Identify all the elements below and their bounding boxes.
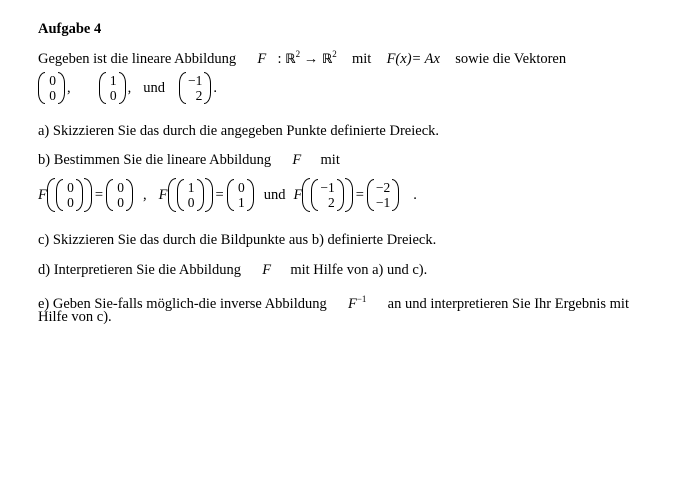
eq3-output-vector: −2 −1	[367, 179, 399, 211]
eq2-outer-paren	[168, 178, 213, 212]
eq3-outer-paren	[302, 178, 352, 212]
mit-word: mit	[351, 51, 372, 67]
domain-symbol: ℝ	[285, 52, 296, 67]
part-c: c) Skizzieren Sie das durch die Bildpunkte aus b) definierte Dreieck.	[38, 232, 437, 248]
part-d-text-before: d) Interpretieren Sie die Abbildung	[38, 262, 241, 278]
domain-exponent: 2	[295, 49, 301, 59]
eq1-F: F	[38, 186, 47, 203]
part-e-text-before: e) Geben Sie-falls möglich-die inverse Abbildung	[38, 296, 327, 312]
eq-und: und	[263, 186, 286, 203]
vector-1: 0 0	[38, 72, 65, 104]
eq3-equals: =	[355, 186, 364, 203]
eq3-input-vector: −1 2	[311, 179, 343, 211]
eq1-input-vector: 0 0	[56, 179, 83, 211]
equations-line	[38, 178, 417, 212]
comma-1: ,	[67, 79, 71, 96]
comma-2: ,	[127, 79, 132, 96]
codomain-symbol: ℝ	[321, 52, 333, 67]
part-e-line-2: Hilfe von c).	[38, 309, 112, 325]
part-b	[38, 151, 340, 169]
part-e-text-after: an und interpretieren Sie Ihr Ergebnis mit	[387, 296, 629, 312]
codomain-exponent: 2	[332, 49, 337, 59]
part-b-text: b) Bestimmen Sie die lineare Abbildung	[38, 152, 272, 168]
vector-3: −1 2	[179, 72, 211, 104]
und-word: und	[143, 79, 165, 96]
eq1-equals: =	[94, 186, 104, 203]
exercise-title: Aufgabe 4	[38, 21, 102, 37]
eq1-outer-paren	[47, 178, 92, 212]
part-d-text-after: mit Hilfe von a) und c).	[290, 262, 428, 278]
intro-text-before: Gegeben ist die lineare Abbildung	[38, 51, 237, 67]
arrow-symbol: →	[303, 51, 319, 67]
vectors-line	[38, 72, 217, 104]
part-b-mit: mit	[320, 152, 340, 168]
part-d	[38, 261, 427, 279]
eq2-F: F	[158, 186, 168, 203]
eq1-output-vector: 0 0	[106, 179, 133, 211]
inverse-exponent: −1	[356, 294, 367, 304]
intro-line	[38, 45, 566, 69]
eq2-input-vector: 1 0	[177, 179, 204, 211]
part-d-map-name: F	[262, 262, 272, 278]
intro-text-after: sowie die Vektoren	[455, 51, 567, 67]
map-name: F	[257, 51, 267, 67]
eq2-equals: =	[215, 186, 224, 203]
part-a: a) Skizzieren Sie das durch die angegeben Punkte definierte Dreieck.	[38, 123, 440, 139]
inverse-map-name: F	[347, 296, 357, 312]
eq2-output-vector: 0 1	[227, 179, 254, 211]
eq-comma: ,	[143, 186, 147, 203]
eq-period: .	[413, 186, 417, 203]
vector-2: 1 0	[99, 72, 126, 104]
period: .	[213, 79, 217, 96]
part-e-line-1	[38, 290, 629, 313]
part-b-map-name: F	[292, 152, 302, 168]
colon: :	[277, 51, 282, 67]
eq3-F: F	[293, 186, 303, 203]
map-definition: F(x)= Ax	[386, 51, 440, 67]
